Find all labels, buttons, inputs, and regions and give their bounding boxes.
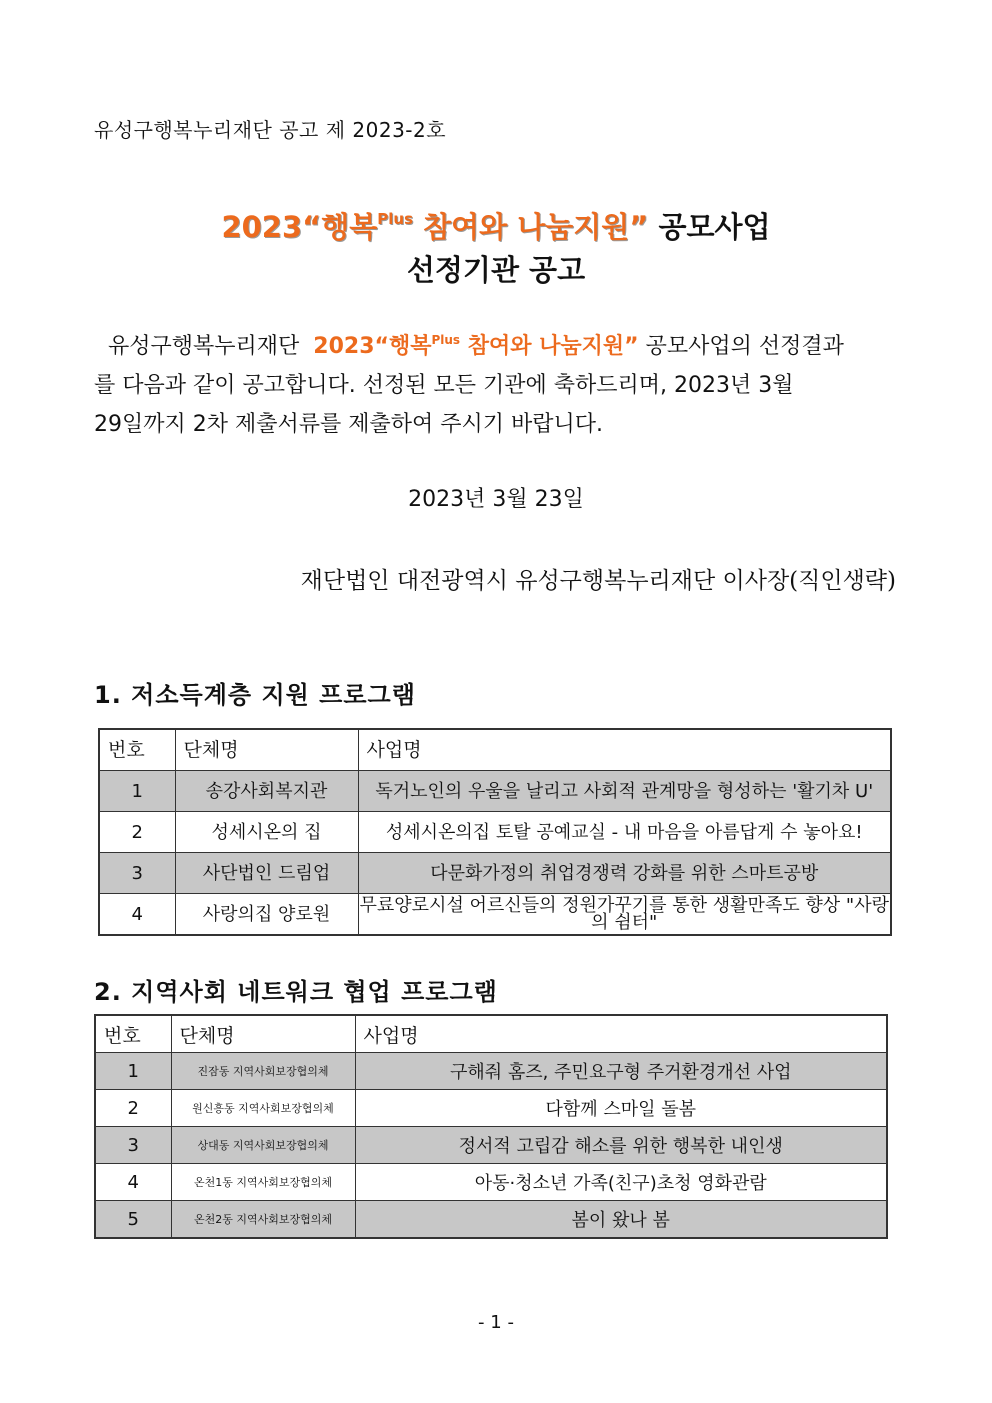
row-project: 봄이 왔나 봄 — [355, 1201, 887, 1239]
body-line1-pre: 유성구행복누리재단 — [108, 334, 307, 359]
row-project: 독거노인의 우울을 날리고 사회적 관계망을 형성하는 '활기차 U' — [358, 771, 891, 812]
row-org: 사단법인 드림업 — [175, 853, 358, 894]
row-no: 4 — [99, 894, 175, 936]
body-line-2: 를 다음과 같이 공고합니다. 선정된 모든 기관에 축하드리며, 2023년 3월 — [94, 373, 794, 398]
row-org: 원신흥동 지역사회보장협의체 — [171, 1090, 355, 1127]
hl-part1: “행복 — [374, 334, 432, 359]
title-year: 2023 — [221, 210, 303, 244]
row-org: 성세시온의 집 — [175, 812, 358, 853]
header-project: 사업명 — [355, 1015, 887, 1053]
table-row — [95, 1201, 887, 1239]
row-project: 다함께 스마일 돌봄 — [355, 1090, 887, 1127]
section2-heading: 2. 지역사회 네트워크 협업 프로그램 — [94, 978, 498, 1006]
row-org: 사랑의집 양로원 — [175, 894, 358, 936]
table-row — [95, 1090, 887, 1127]
body-line-3: 29일까지 2차 제출서류를 제출하여 주시기 바랍니다. — [94, 412, 603, 437]
row-org: 송강사회복지관 — [175, 771, 358, 812]
table-row — [99, 853, 891, 894]
section2-table — [94, 1014, 888, 1239]
header-org: 단체명 — [175, 729, 358, 771]
notice-date: 2023년 3월 23일 — [408, 487, 584, 512]
body-line-1 — [94, 321, 896, 366]
section1-table — [98, 728, 892, 936]
title-part2: 참여와 나눔지원” — [413, 210, 649, 244]
page-number: - 1 - — [478, 1312, 514, 1333]
table-row — [99, 894, 891, 936]
notice-reference: 유성구행복누리재단 공고 제 2023-2호 — [94, 118, 447, 142]
hl-part2: 참여와 나눔지원” — [460, 334, 639, 359]
row-project: 다문화가정의 취업경쟁력 강화를 위한 스마트공방 — [358, 853, 891, 894]
title-sup: Plus — [377, 210, 414, 228]
row-no: 2 — [99, 812, 175, 853]
row-org: 진잠동 지역사회보장협의체 — [171, 1053, 355, 1090]
row-no: 2 — [95, 1090, 171, 1127]
table-row — [95, 1127, 887, 1164]
table-row — [95, 1164, 887, 1201]
hl-sup: Plus — [431, 333, 461, 347]
notice-title — [0, 205, 992, 246]
header-no: 번호 — [95, 1015, 171, 1053]
row-project: 성세시온의집 토탈 공예교실 - 내 마음을 아름답게 수 놓아요! — [358, 812, 891, 853]
body-line1-post: 공모사업의 선정결과 — [638, 334, 844, 359]
title-part1: “행복 — [302, 210, 378, 244]
row-project: 구해줘 홈즈, 주민요구형 주거환경개선 사업 — [355, 1053, 887, 1090]
table-header-row — [95, 1015, 887, 1053]
table-header-row — [99, 729, 891, 771]
title-part3: 공모사업 — [648, 210, 771, 244]
row-org: 상대동 지역사회보장협의체 — [171, 1127, 355, 1164]
row-no: 4 — [95, 1164, 171, 1201]
row-no: 3 — [95, 1127, 171, 1164]
hl-year: 2023 — [313, 334, 375, 359]
row-no: 3 — [99, 853, 175, 894]
notice-subtitle: 선정기관 공고 — [406, 253, 586, 287]
body-highlight — [313, 334, 638, 359]
signature: 재단법인 대전광역시 유성구행복누리재단 이사장(직인생략) — [300, 568, 896, 594]
row-project: 정서적 고립감 해소를 위한 행복한 내인생 — [355, 1127, 887, 1164]
table-row — [99, 771, 891, 812]
row-no: 5 — [95, 1201, 171, 1239]
header-org: 단체명 — [171, 1015, 355, 1053]
table-row — [95, 1053, 887, 1090]
row-org: 온천1동 지역사회보장협의체 — [171, 1164, 355, 1201]
row-no: 1 — [95, 1053, 171, 1090]
header-no: 번호 — [99, 729, 175, 771]
row-org: 온천2동 지역사회보장협의체 — [171, 1201, 355, 1239]
section1-heading: 1. 저소득계층 지원 프로그램 — [94, 681, 416, 709]
table-row — [99, 812, 891, 853]
notice-body — [94, 321, 896, 444]
header-project: 사업명 — [358, 729, 891, 771]
row-no: 1 — [99, 771, 175, 812]
row-project: 아동·청소년 가족(친구)초청 영화관람 — [355, 1164, 887, 1201]
row-project: 무료양로시설 어르신들의 정원가꾸기를 통한 생활만족도 향상 "사랑의 쉼터" — [358, 894, 891, 936]
